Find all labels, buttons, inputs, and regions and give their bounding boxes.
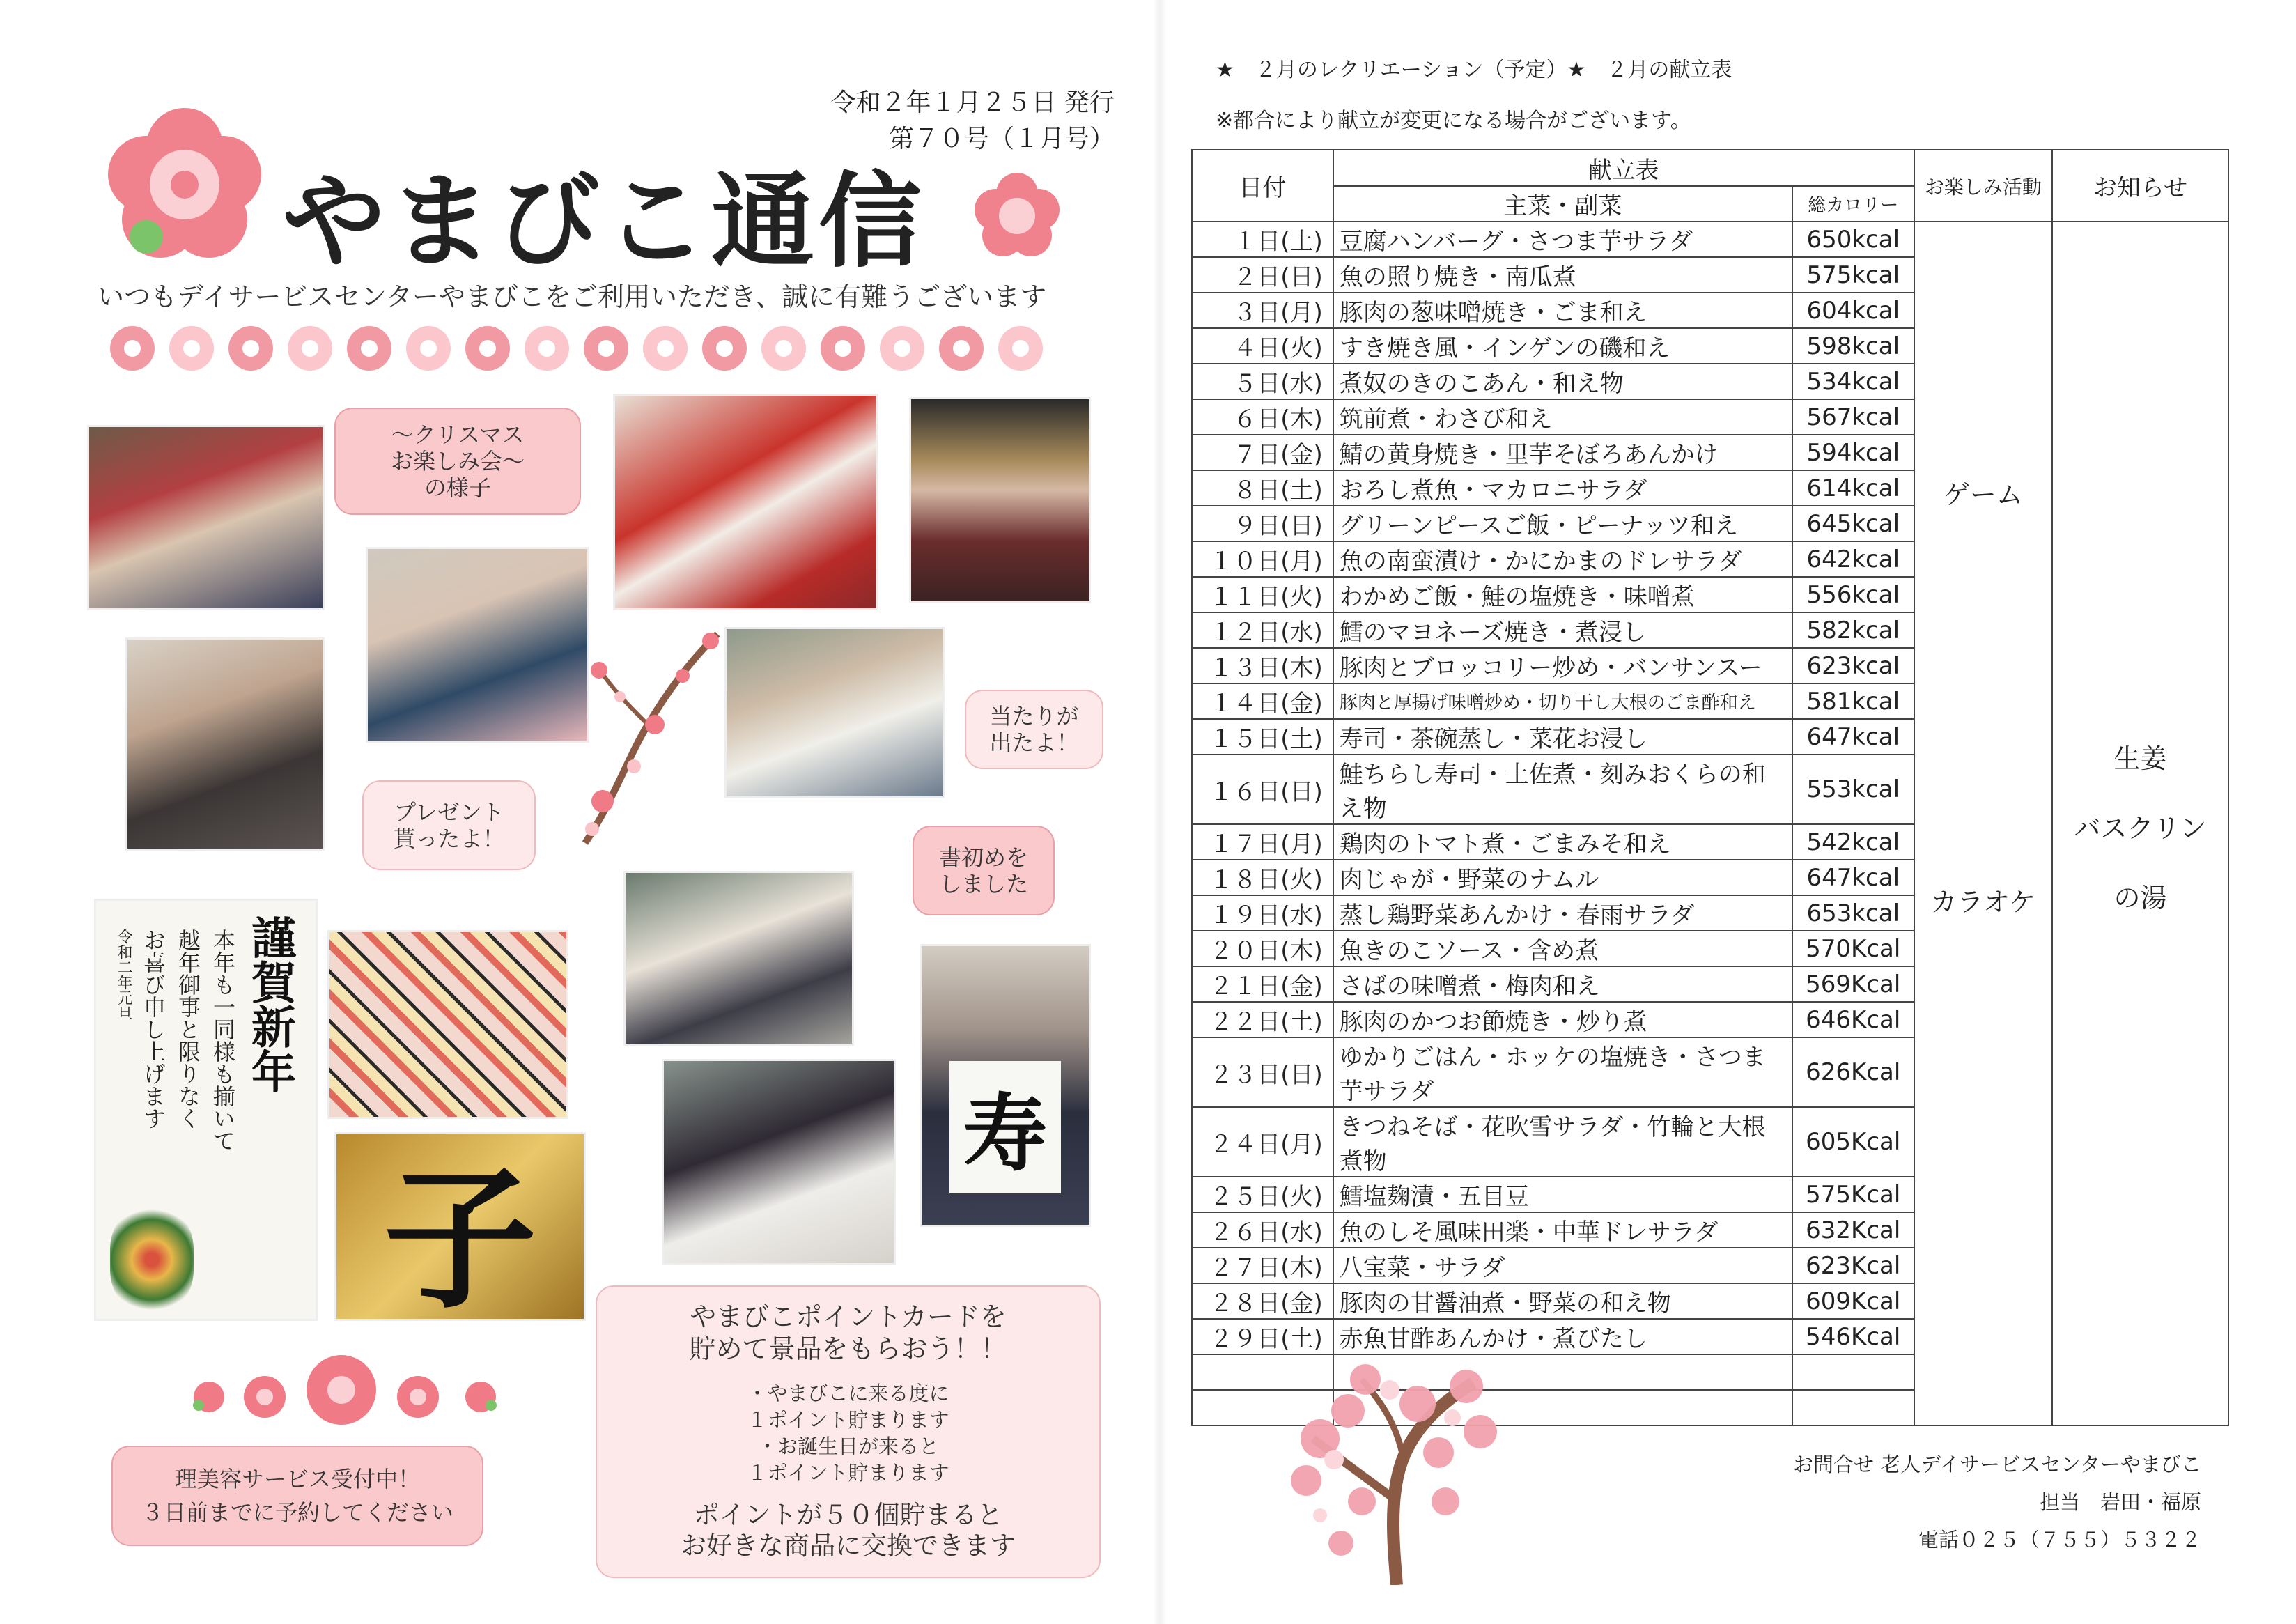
menu-calories: 614kcal bbox=[1792, 470, 1914, 506]
caption-line: 当たりが bbox=[989, 703, 1079, 729]
kanji-ko-text: 子 bbox=[383, 1148, 537, 1321]
menu-calories: 647kcal bbox=[1792, 860, 1914, 895]
menu-date: １４日(金) bbox=[1192, 683, 1333, 719]
menu-calories bbox=[1792, 1354, 1914, 1390]
notice-cell bbox=[2052, 222, 2228, 1425]
point-card-rule: １ポイント貯まります bbox=[747, 1461, 949, 1485]
caption-line: お楽しみ会～ bbox=[390, 448, 525, 474]
scroll-line-4: お喜び申し上げます bbox=[140, 929, 166, 1129]
menu-dish: 鶏肉のトマト煮・ごまみそ和え bbox=[1333, 824, 1792, 860]
menu-date: １５日(土) bbox=[1192, 719, 1333, 755]
issue-date: 令和２年１月２５日 発行 bbox=[830, 88, 1115, 117]
photo-man-present bbox=[125, 637, 325, 851]
caption-present bbox=[362, 780, 536, 870]
photo-present-card bbox=[366, 547, 589, 743]
menu-dish: 豚肉と厚揚げ味噌炒め・切り干し大根のごま酢和え bbox=[1333, 683, 1792, 719]
col-cal-header: 総カロリー bbox=[1792, 186, 1914, 222]
menu-date: ２０日(木) bbox=[1192, 931, 1333, 966]
menu-date: １９日(水) bbox=[1192, 895, 1333, 931]
notice-line: バスクリン bbox=[2074, 813, 2207, 844]
menu-dish: 豚肉の甘醤油煮・野菜の和え物 bbox=[1333, 1283, 1792, 1319]
caption-christmas bbox=[334, 408, 581, 515]
menu-date: ５日(水) bbox=[1192, 364, 1333, 399]
menu-dish: さばの味噌煮・梅肉和え bbox=[1333, 966, 1792, 1002]
menu-calories bbox=[1792, 1390, 1914, 1425]
menu-calories: 632Kcal bbox=[1792, 1212, 1914, 1248]
menu-calories: 553kcal bbox=[1792, 755, 1914, 824]
point-card-rule: ・やまびこに来る度に bbox=[747, 1382, 949, 1405]
plum-blossom-icon bbox=[104, 105, 265, 265]
beauty-notice-line: 理美容サービス受付中！ bbox=[174, 1466, 420, 1492]
page-fold bbox=[1153, 0, 1167, 1624]
menu-dish: 鮭ちらし寿司・土佐煮・刻みおくらの和え物 bbox=[1333, 755, 1792, 824]
menu-dish: 八宝菜・サラダ bbox=[1333, 1248, 1792, 1283]
plum-blossom-icon bbox=[972, 171, 1062, 261]
menu-dish: 煮奴のきのこあん・和え物 bbox=[1333, 364, 1792, 399]
contact-line-3: 電話０２５（７５５）５３２２ bbox=[1918, 1528, 2201, 1552]
menu-date: ９日(日) bbox=[1192, 506, 1333, 541]
menu-date: ２４日(月) bbox=[1192, 1107, 1333, 1177]
menu-calories: 582kcal bbox=[1792, 612, 1914, 648]
menu-calories: 605Kcal bbox=[1792, 1107, 1914, 1177]
menu-calories: 609Kcal bbox=[1792, 1283, 1914, 1319]
menu-date: ７日(金) bbox=[1192, 435, 1333, 470]
menu-calories: 604kcal bbox=[1792, 293, 1914, 328]
menu-calories: 623kcal bbox=[1792, 648, 1914, 683]
caption-line: 書初めを bbox=[938, 844, 1028, 871]
kanji-kotobuki-text: 寿 bbox=[963, 1085, 1047, 1183]
menu-dish: すき焼き風・インゲンの磯和え bbox=[1333, 328, 1792, 364]
menu-dish: ゆかりごはん・ホッケの塩焼き・さつま芋サラダ bbox=[1333, 1037, 1792, 1107]
activity-cell bbox=[1914, 222, 2052, 1425]
notice-line: 生姜 bbox=[2113, 743, 2167, 774]
blossom-tree-icon bbox=[1278, 1362, 1508, 1585]
point-card-rule: １ポイント貯まります bbox=[747, 1408, 949, 1432]
point-card-title: 貯めて景品をもらおう！！ bbox=[689, 1333, 1007, 1364]
col-date-header: 日付 bbox=[1192, 150, 1333, 222]
menu-calories: 546Kcal bbox=[1792, 1319, 1914, 1354]
menu-date: ２６日(水) bbox=[1192, 1212, 1333, 1248]
menu-dish: 魚きのこソース・含め煮 bbox=[1333, 931, 1792, 966]
menu-dish: グリーンピースご飯・ピーナッツ和え bbox=[1333, 506, 1792, 541]
menu-calories: 570Kcal bbox=[1792, 931, 1914, 966]
table-row bbox=[1192, 222, 2228, 257]
plum-divider bbox=[104, 320, 1080, 376]
photo-kanji-ko bbox=[334, 1132, 586, 1321]
menu-dish: 筑前煮・わさび和え bbox=[1333, 399, 1792, 435]
contact-line-2: 担当 岩田・福原 bbox=[2039, 1490, 2201, 1514]
photo-calligraphy-2 bbox=[662, 1059, 896, 1265]
menu-calories: 653kcal bbox=[1792, 895, 1914, 931]
menu-calories: 645kcal bbox=[1792, 506, 1914, 541]
newsletter-title: やまびこ通信 bbox=[282, 162, 926, 281]
photo-santa-group bbox=[613, 394, 878, 610]
photo-mosaic-art bbox=[327, 930, 568, 1119]
menu-date: ２日(日) bbox=[1192, 257, 1333, 293]
point-card-title: やまびこポイントカードを bbox=[690, 1301, 1007, 1332]
menu-calories: 581kcal bbox=[1792, 683, 1914, 719]
menu-calories: 650kcal bbox=[1792, 222, 1914, 257]
activity-game: ゲーム bbox=[1943, 479, 2023, 510]
photo-santa-hat bbox=[87, 425, 325, 610]
menu-date: ２７日(木) bbox=[1192, 1248, 1333, 1283]
menu-date: １２日(水) bbox=[1192, 612, 1333, 648]
point-card-box bbox=[596, 1285, 1101, 1578]
menu-date: １６日(日) bbox=[1192, 755, 1333, 824]
menu-date: １７日(月) bbox=[1192, 824, 1333, 860]
menu-calories: 647kcal bbox=[1792, 719, 1914, 755]
menu-date: １日(土) bbox=[1192, 222, 1333, 257]
menu-date: ２２日(土) bbox=[1192, 1002, 1333, 1037]
scroll-date: 令和二年元旦 bbox=[115, 929, 132, 1021]
beauty-notice-line: ３日前までに予約してください bbox=[141, 1499, 453, 1526]
menu-dish: 魚の南蛮漬け・かにかまのドレサラダ bbox=[1333, 541, 1792, 577]
menu-calories: 542kcal bbox=[1792, 824, 1914, 860]
plum-flower-row-icon bbox=[181, 1348, 515, 1439]
menu-date: ２８日(金) bbox=[1192, 1283, 1333, 1319]
menu-calories: 569Kcal bbox=[1792, 966, 1914, 1002]
menu-dish: 蒸し鶏野菜あんかけ・春雨サラダ bbox=[1333, 895, 1792, 931]
menu-change-note: ※都合により献立が変更になる場合がございます。 bbox=[1216, 109, 1691, 133]
menu-date: ６日(木) bbox=[1192, 399, 1333, 435]
scroll-main-text: 謹賀新年 bbox=[244, 915, 296, 1093]
contact-line-1: お問合せ 老人デイサービスセンターやまびこ bbox=[1792, 1453, 2201, 1476]
menu-date: ２１日(金) bbox=[1192, 966, 1333, 1002]
menu-date: １０日(月) bbox=[1192, 541, 1333, 577]
menu-date: １８日(火) bbox=[1192, 860, 1333, 895]
point-card-rule: ・お誕生日が来ると bbox=[757, 1434, 939, 1458]
menu-calories: 575kcal bbox=[1792, 257, 1914, 293]
menu-calories: 594kcal bbox=[1792, 435, 1914, 470]
menu-table bbox=[1191, 149, 2229, 1426]
menu-calories: 567kcal bbox=[1792, 399, 1914, 435]
scroll-line-3: 越年御事と限りなく bbox=[175, 929, 201, 1129]
calligraphy-scroll bbox=[94, 899, 318, 1321]
photo-kotobuki bbox=[920, 944, 1091, 1227]
menu-calories: 626Kcal bbox=[1792, 1037, 1914, 1107]
menu-calories: 623Kcal bbox=[1792, 1248, 1914, 1283]
point-card-reward: お好きな商品に交換できます bbox=[681, 1531, 1016, 1561]
menu-date: ８日(土) bbox=[1192, 470, 1333, 506]
menu-date: ２９日(土) bbox=[1192, 1319, 1333, 1354]
menu-dish: きつねそば・花吹雪サラダ・竹輪と大根煮物 bbox=[1333, 1107, 1792, 1177]
menu-dish: 魚の照り焼き・南瓜煮 bbox=[1333, 257, 1792, 293]
caption-line: プレゼント bbox=[394, 798, 504, 826]
issue-number: 第７０号（１月号） bbox=[888, 125, 1115, 153]
menu-dish: 肉じゃが・野菜のナムル bbox=[1333, 860, 1792, 895]
point-card-reward: ポイントが５０個貯まると bbox=[693, 1500, 1003, 1530]
photo-sombrero bbox=[909, 397, 1091, 603]
menu-dish: 豚肉の葱味噌焼き・ごま和え bbox=[1333, 293, 1792, 328]
recreation-heading: ★ ２月のレクリエーション（予定）★ ２月の献立表 bbox=[1216, 58, 1732, 82]
col-notice-header: お知らせ bbox=[2052, 150, 2228, 222]
menu-dish: わかめご飯・鮭の塩焼き・味噌煮 bbox=[1333, 577, 1792, 612]
menu-calories: 534kcal bbox=[1792, 364, 1914, 399]
menu-dish: 豚肉とブロッコリー炒め・バンサンスー bbox=[1333, 648, 1792, 683]
caption-line: の様子 bbox=[424, 474, 491, 501]
menu-dish: 豆腐ハンバーグ・さつま芋サラダ bbox=[1333, 222, 1792, 257]
menu-dish: 赤魚甘酢あんかけ・煮びたし bbox=[1333, 1319, 1792, 1354]
notice-line: の湯 bbox=[2113, 883, 2167, 913]
menu-dish: 豚肉のかつお節焼き・炒り煮 bbox=[1333, 1002, 1792, 1037]
beauty-notice bbox=[111, 1446, 483, 1546]
caption-calligraphy bbox=[913, 826, 1055, 915]
menu-date: ２５日(火) bbox=[1192, 1177, 1333, 1212]
menu-calories: 556kcal bbox=[1792, 577, 1914, 612]
photo-calligraphy-1 bbox=[623, 871, 854, 1046]
thanks-message: いつもデイサービスセンターやまびこをご利用いただき、誠に有難うございます bbox=[98, 281, 1047, 312]
menu-date: １３日(木) bbox=[1192, 648, 1333, 683]
menu-calories: 598kcal bbox=[1792, 328, 1914, 364]
right-page bbox=[1177, 0, 2296, 1624]
photo-lottery bbox=[724, 627, 945, 798]
activity-karaoke: カラオケ bbox=[1930, 887, 2036, 918]
scroll-line-2: 本年も一同様も揃いて bbox=[210, 929, 236, 1152]
caption-line: ～クリスマス bbox=[391, 422, 525, 448]
menu-date: ２３日(日) bbox=[1192, 1037, 1333, 1107]
plum-branch-icon bbox=[571, 620, 731, 857]
menu-date: １１日(火) bbox=[1192, 577, 1333, 612]
col-dish-header: 主菜・副菜 bbox=[1333, 186, 1792, 222]
menu-dish: 鱈塩麹漬・五目豆 bbox=[1333, 1177, 1792, 1212]
menu-calories: 642kcal bbox=[1792, 541, 1914, 577]
menu-calories: 575Kcal bbox=[1792, 1177, 1914, 1212]
menu-date: ３日(月) bbox=[1192, 293, 1333, 328]
menu-date: ４日(火) bbox=[1192, 328, 1333, 364]
menu-dish: 鯖の黄身焼き・里芋そぼろあんかけ bbox=[1333, 435, 1792, 470]
menu-dish: 寿司・茶碗蒸し・菜花お浸し bbox=[1333, 719, 1792, 755]
left-page bbox=[0, 0, 1142, 1624]
col-menu-header: 献立表 bbox=[1333, 150, 1914, 186]
contact-block bbox=[1762, 1446, 2201, 1559]
caption-line: しました bbox=[938, 870, 1028, 897]
caption-line: 出たよ！ bbox=[989, 729, 1079, 756]
col-activity-header: お楽しみ活動 bbox=[1914, 150, 2052, 222]
menu-dish: おろし煮魚・マカロニサラダ bbox=[1333, 470, 1792, 506]
menu-dish: 鱈のマヨネーズ焼き・煮浸し bbox=[1333, 612, 1792, 648]
menu-calories: 646Kcal bbox=[1792, 1002, 1914, 1037]
menu-dish: 魚のしそ風味田楽・中華ドレサラダ bbox=[1333, 1212, 1792, 1248]
caption-line: 貰ったよ！ bbox=[393, 825, 505, 852]
caption-win bbox=[965, 690, 1103, 769]
